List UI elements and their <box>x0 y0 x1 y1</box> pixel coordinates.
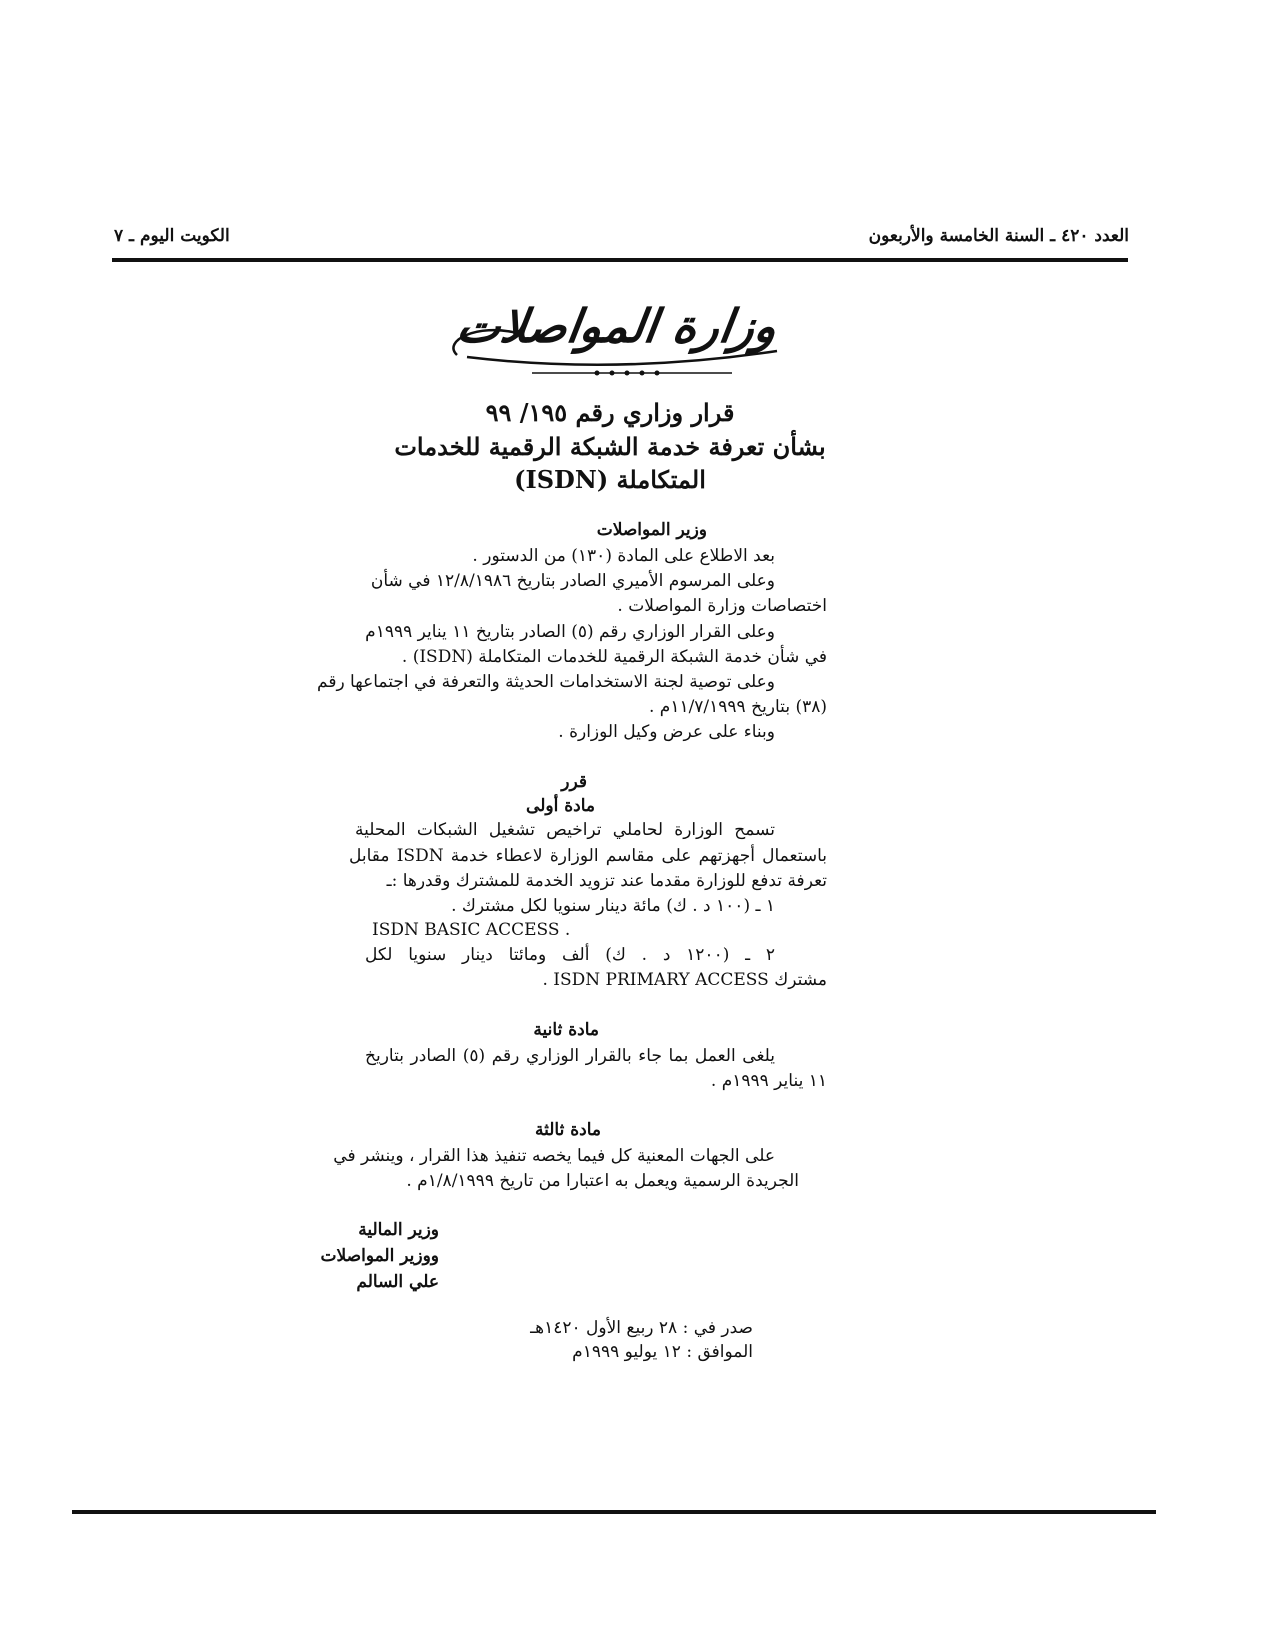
article1-heading: مادة أولى <box>526 796 595 816</box>
article2-line: يلغى العمل بما جاء بالقرار الوزاري رقم (٥) الصادر بتاريخ <box>365 1046 776 1066</box>
article1-line: ١ ـ (١٠٠ د . ك) مائة دينار سنويا لكل مشترك . <box>451 896 775 916</box>
signature-title-communications: ووزير المواصلات <box>320 1246 439 1266</box>
decision-title: قرار وزاري رقم ١٩٥/ ٩٩ <box>485 398 735 427</box>
article1-line: ISDN BASIC ACCESS . <box>372 920 571 940</box>
preamble-line: وعلى توصية لجنة الاستخدامات الحديثة والتعرفة في اجتماعها رقم <box>317 672 775 692</box>
article1-line: مشترك ISDN PRIMARY ACCESS . <box>542 970 827 990</box>
ministry-masthead <box>437 293 797 393</box>
article2-heading: مادة ثانية <box>533 1020 599 1040</box>
header-page-label: الكويت اليوم ـ ٧ <box>114 226 230 246</box>
masthead-ornament <box>437 293 797 393</box>
decision-subject-line2: المتكاملة (ISDN) <box>514 465 706 494</box>
signature-title-finance: وزير المالية <box>358 1220 439 1240</box>
article2-line: ١١ يناير ١٩٩٩م . <box>710 1071 827 1091</box>
preamble-line: وعلى المرسوم الأميري الصادر بتاريخ ١٢/٨/١٩٨٦ في شأن <box>370 571 775 591</box>
signature-name: علي السالم <box>356 1272 439 1292</box>
decision-heading: قرر <box>561 772 587 792</box>
header-issue-label: العدد ٤٢٠ ـ السنة الخامسة والأربعون <box>868 226 1129 246</box>
preamble-heading: وزير المواصلات <box>596 520 707 540</box>
preamble-line: في شأن خدمة الشبكة الرقمية للخدمات المتكاملة (ISDN) . <box>401 647 827 667</box>
preamble-line: اختصاصات وزارة المواصلات . <box>617 596 827 616</box>
article1-line: باستعمال أجهزتهم على مقاسم الوزارة لاعطاء خدمة ISDN مقابل <box>349 846 827 866</box>
footer-rule <box>72 1510 1156 1514</box>
article3-heading: مادة ثالثة <box>534 1120 601 1140</box>
article1-line: تسمح الوزارة لحاملي تراخيص تشغيل الشبكات المحلية <box>355 820 775 840</box>
preamble-line: بعد الاطلاع على المادة (١٣٠) من الدستور . <box>472 546 775 566</box>
preamble-line: وعلى القرار الوزاري رقم (٥) الصادر بتاريخ ١١ يناير ١٩٩٩م <box>365 622 775 642</box>
decision-subject-line1: بشأن تعرفة خدمة الشبكة الرقمية للخدمات <box>394 432 826 461</box>
article1-line: ٢ ـ (١٢٠٠ د . ك) ألف ومائتا دينار سنويا لكل <box>365 945 776 965</box>
issued-hijri-date: صدر في : ٢٨ ربيع الأول ١٤٢٠هـ <box>530 1318 753 1338</box>
preamble-line: (٣٨) بتاريخ ١١/٧/١٩٩٩م . <box>648 697 827 717</box>
header-rule <box>112 258 1128 262</box>
masthead-title: وزارة المواصلات <box>453 299 781 353</box>
preamble-line: وبناء على عرض وكيل الوزارة . <box>558 722 775 742</box>
article3-line: على الجهات المعنية كل فيما يخصه تنفيذ هذا القرار ، وينشر في <box>333 1146 775 1166</box>
article1-line: تعرفة تدفع للوزارة مقدما عند تزويد الخدمة للمشترك وقدرها :ـ <box>386 871 827 891</box>
issued-gregorian-date: الموافق : ١٢ يوليو ١٩٩٩م <box>572 1342 753 1362</box>
article3-line: الجريدة الرسمية ويعمل به اعتبارا من تاريخ ١/٨/١٩٩٩م . <box>406 1171 799 1191</box>
